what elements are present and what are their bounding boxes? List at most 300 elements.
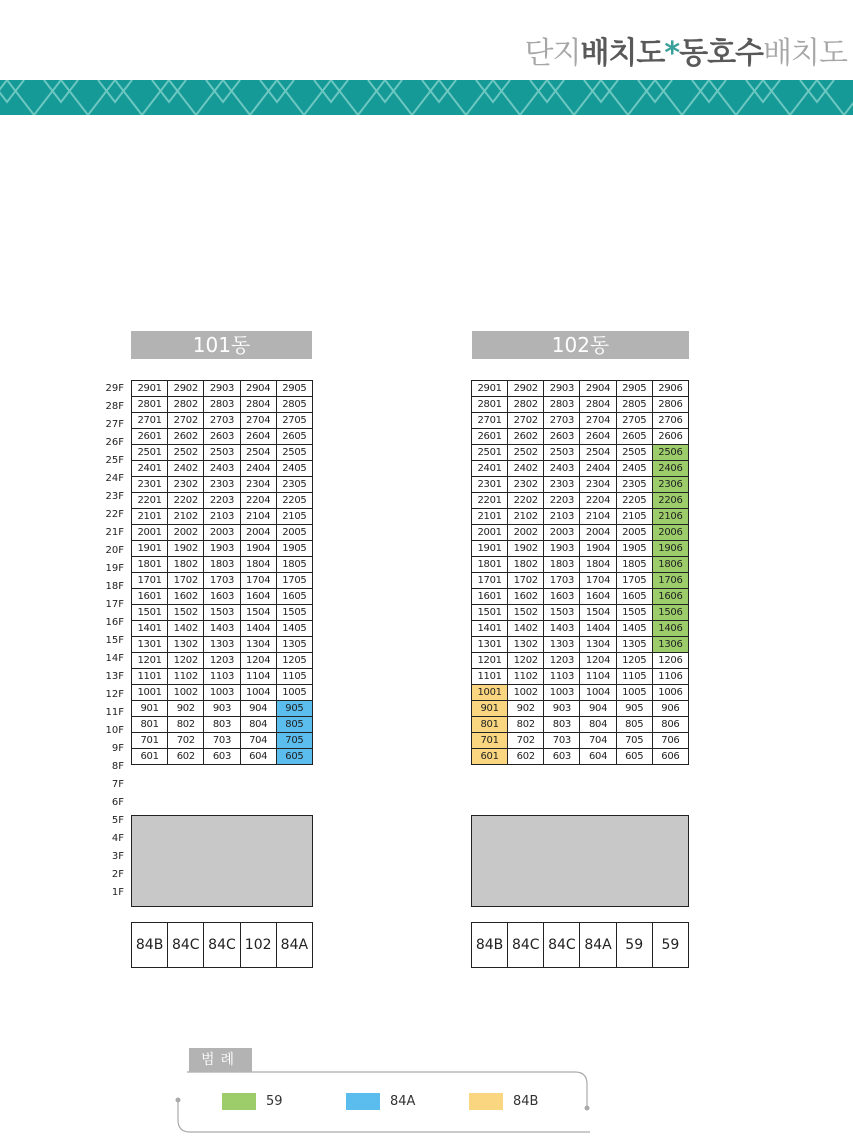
unit-cell: 805 bbox=[276, 717, 312, 733]
unit-cell: 801 bbox=[132, 717, 168, 733]
unit-cell: 804 bbox=[240, 717, 276, 733]
floor-row bbox=[472, 589, 689, 605]
unit-cell: 2001 bbox=[132, 525, 168, 541]
unit-cell: 2103 bbox=[204, 509, 240, 525]
legend-item-84a bbox=[346, 1092, 415, 1110]
unit-cell: 1701 bbox=[132, 573, 168, 589]
unit-cell: 1703 bbox=[544, 573, 580, 589]
unit-cell: 2704 bbox=[240, 413, 276, 429]
unit-cell: 2803 bbox=[204, 397, 240, 413]
unit-cell: 905 bbox=[616, 701, 652, 717]
unit-cell: 1802 bbox=[168, 557, 204, 573]
unit-cell: 2103 bbox=[544, 509, 580, 525]
floor-label: 6F bbox=[111, 797, 124, 808]
unit-cell: 2004 bbox=[240, 525, 276, 541]
unit-cell: 1503 bbox=[204, 605, 240, 621]
unit-type-cell: 84A bbox=[276, 923, 312, 968]
unit-type-cell: 59 bbox=[652, 923, 688, 968]
floor-label: 20F bbox=[105, 545, 124, 556]
floor-row bbox=[132, 685, 313, 701]
unit-cell: 802 bbox=[508, 717, 544, 733]
floor-label: 13F bbox=[105, 671, 124, 682]
floor-row bbox=[132, 493, 313, 509]
unit-cell: 1404 bbox=[580, 621, 616, 637]
unit-cell: 701 bbox=[132, 733, 168, 749]
unit-cell: 2902 bbox=[168, 381, 204, 397]
unit-cell: 1401 bbox=[132, 621, 168, 637]
unit-cell: 2405 bbox=[276, 461, 312, 477]
unit-cell: 1904 bbox=[240, 541, 276, 557]
unit-cell: 2904 bbox=[240, 381, 276, 397]
unit-cell: 2204 bbox=[580, 493, 616, 509]
unit-cell: 1004 bbox=[580, 685, 616, 701]
floor-row bbox=[132, 669, 313, 685]
unit-cell: 1205 bbox=[276, 653, 312, 669]
unit-cell: 2801 bbox=[132, 397, 168, 413]
unit-cell: 2905 bbox=[276, 381, 312, 397]
unit-cell: 1705 bbox=[616, 573, 652, 589]
floor-row bbox=[132, 445, 313, 461]
unit-cell: 2903 bbox=[204, 381, 240, 397]
floor-label: 11F bbox=[105, 707, 124, 718]
unit-cell: 1106 bbox=[652, 669, 688, 685]
floor-row bbox=[132, 509, 313, 525]
unit-cell: 2105 bbox=[616, 509, 652, 525]
unit-cell: 1505 bbox=[276, 605, 312, 621]
unit-cell: 903 bbox=[204, 701, 240, 717]
unit-cell: 2505 bbox=[276, 445, 312, 461]
unit-cell: 2403 bbox=[204, 461, 240, 477]
floor-label: 22F bbox=[105, 509, 124, 520]
unit-cell: 2202 bbox=[168, 493, 204, 509]
unit-cell: 1804 bbox=[580, 557, 616, 573]
unit-cell: 2004 bbox=[580, 525, 616, 541]
unit-cell: 2701 bbox=[472, 413, 508, 429]
floor-row bbox=[472, 445, 689, 461]
unit-cell: 1405 bbox=[616, 621, 652, 637]
unit-cell: 2002 bbox=[168, 525, 204, 541]
unit-cell: 2203 bbox=[204, 493, 240, 509]
unit-cell: 1301 bbox=[472, 637, 508, 653]
unit-cell: 1003 bbox=[204, 685, 240, 701]
unit-cell: 1506 bbox=[652, 605, 688, 621]
unit-cell: 901 bbox=[132, 701, 168, 717]
legend-swatch-84b bbox=[469, 1093, 503, 1110]
unit-cell: 2102 bbox=[168, 509, 204, 525]
unit-cell: 1004 bbox=[240, 685, 276, 701]
floor-label: 15F bbox=[105, 635, 124, 646]
unit-type-cell: 102 bbox=[240, 923, 276, 968]
title-part-complex: 단지 bbox=[524, 36, 581, 71]
unit-cell: 604 bbox=[240, 749, 276, 765]
unit-cell: 2305 bbox=[276, 477, 312, 493]
unit-cell: 2602 bbox=[168, 429, 204, 445]
floor-row bbox=[132, 397, 313, 413]
floor-row bbox=[472, 509, 689, 525]
unit-cell: 1905 bbox=[616, 541, 652, 557]
unit-cell: 901 bbox=[472, 701, 508, 717]
legend-title: 범례 bbox=[189, 1048, 252, 1072]
unit-cell: 2801 bbox=[472, 397, 508, 413]
unit-cell: 2903 bbox=[544, 381, 580, 397]
unit-cell: 703 bbox=[544, 733, 580, 749]
unit-cell: 1406 bbox=[652, 621, 688, 637]
unit-cell: 2504 bbox=[580, 445, 616, 461]
unit-cell: 1303 bbox=[544, 637, 580, 653]
unit-cell: 1503 bbox=[544, 605, 580, 621]
unit-cell: 1105 bbox=[616, 669, 652, 685]
unit-cell: 703 bbox=[204, 733, 240, 749]
unit-cell: 2301 bbox=[132, 477, 168, 493]
legend-item-84b bbox=[469, 1092, 538, 1110]
unit-type-cell: 84C bbox=[508, 923, 544, 968]
unit-cell: 1401 bbox=[472, 621, 508, 637]
unit-cell: 1602 bbox=[508, 589, 544, 605]
building-101-unit-types bbox=[131, 922, 313, 968]
unit-cell: 1002 bbox=[168, 685, 204, 701]
unit-cell: 2702 bbox=[508, 413, 544, 429]
unit-cell: 705 bbox=[616, 733, 652, 749]
unit-cell: 2106 bbox=[652, 509, 688, 525]
unit-cell: 606 bbox=[652, 749, 688, 765]
unit-cell: 2406 bbox=[652, 461, 688, 477]
unit-cell: 1801 bbox=[132, 557, 168, 573]
floor-row bbox=[132, 637, 313, 653]
building-102-unit-types bbox=[471, 922, 689, 968]
unit-cell: 1701 bbox=[472, 573, 508, 589]
unit-cell: 1605 bbox=[616, 589, 652, 605]
unit-cell: 2802 bbox=[508, 397, 544, 413]
unit-cell: 2606 bbox=[652, 429, 688, 445]
unit-cell: 1903 bbox=[544, 541, 580, 557]
unit-cell: 2304 bbox=[580, 477, 616, 493]
unit-cell: 1304 bbox=[240, 637, 276, 653]
floor-row bbox=[132, 477, 313, 493]
unit-cell: 2804 bbox=[580, 397, 616, 413]
unit-cell: 2104 bbox=[240, 509, 276, 525]
unit-cell: 1405 bbox=[276, 621, 312, 637]
unit-cell: 1302 bbox=[508, 637, 544, 653]
unit-cell: 2303 bbox=[544, 477, 580, 493]
unit-cell: 2003 bbox=[204, 525, 240, 541]
floor-row bbox=[132, 701, 313, 717]
floor-label: 18F bbox=[105, 581, 124, 592]
floor-row bbox=[472, 397, 689, 413]
unit-cell: 2605 bbox=[616, 429, 652, 445]
unit-cell: 2001 bbox=[472, 525, 508, 541]
unit-cell: 2401 bbox=[132, 461, 168, 477]
unit-cell: 1806 bbox=[652, 557, 688, 573]
floor-label: 29F bbox=[105, 383, 124, 394]
floor-row bbox=[132, 749, 313, 765]
floor-label: 27F bbox=[105, 419, 124, 430]
unit-cell: 605 bbox=[276, 749, 312, 765]
building-101-podium bbox=[131, 815, 313, 907]
unit-cell: 2502 bbox=[508, 445, 544, 461]
unit-cell: 2802 bbox=[168, 397, 204, 413]
legend-label-84a: 84A bbox=[390, 1093, 416, 1109]
unit-cell: 2306 bbox=[652, 477, 688, 493]
unit-cell: 2206 bbox=[652, 493, 688, 509]
floor-row bbox=[472, 381, 689, 397]
unit-cell: 2702 bbox=[168, 413, 204, 429]
unit-cell: 1002 bbox=[508, 685, 544, 701]
unit-cell: 1105 bbox=[276, 669, 312, 685]
unit-type-cell: 84B bbox=[132, 923, 168, 968]
floor-row bbox=[132, 733, 313, 749]
unit-cell: 2402 bbox=[508, 461, 544, 477]
building-101-unit-grid bbox=[131, 380, 313, 765]
unit-cell: 1005 bbox=[276, 685, 312, 701]
unit-cell: 803 bbox=[544, 717, 580, 733]
unit-cell: 903 bbox=[544, 701, 580, 717]
unit-cell: 1602 bbox=[168, 589, 204, 605]
unit-cell: 1201 bbox=[472, 653, 508, 669]
unit-cell: 2305 bbox=[616, 477, 652, 493]
floor-label: 14F bbox=[105, 653, 124, 664]
unit-cell: 1704 bbox=[240, 573, 276, 589]
floor-row bbox=[472, 573, 689, 589]
unit-cell: 702 bbox=[168, 733, 204, 749]
unit-cell: 2601 bbox=[132, 429, 168, 445]
unit-cell: 1702 bbox=[508, 573, 544, 589]
floor-label: 7F bbox=[111, 779, 124, 790]
unit-cell: 1904 bbox=[580, 541, 616, 557]
unit-cell: 1104 bbox=[580, 669, 616, 685]
unit-cell: 2706 bbox=[652, 413, 688, 429]
unit-cell: 601 bbox=[472, 749, 508, 765]
unit-cell: 2402 bbox=[168, 461, 204, 477]
unit-cell: 1606 bbox=[652, 589, 688, 605]
unit-cell: 1203 bbox=[204, 653, 240, 669]
floor-row bbox=[472, 493, 689, 509]
unit-cell: 1601 bbox=[132, 589, 168, 605]
floor-row bbox=[132, 621, 313, 637]
legend-swatch-84a bbox=[346, 1093, 380, 1110]
unit-cell: 2906 bbox=[652, 381, 688, 397]
floor-label: 23F bbox=[105, 491, 124, 502]
unit-cell: 906 bbox=[652, 701, 688, 717]
unit-cell: 2805 bbox=[616, 397, 652, 413]
asterisk-icon: * bbox=[664, 36, 680, 71]
unit-cell: 904 bbox=[240, 701, 276, 717]
unit-cell: 1402 bbox=[168, 621, 204, 637]
floor-row bbox=[472, 685, 689, 701]
unit-cell: 704 bbox=[240, 733, 276, 749]
legend-swatch-59 bbox=[222, 1093, 256, 1110]
unit-cell: 2705 bbox=[616, 413, 652, 429]
unit-cell: 1003 bbox=[544, 685, 580, 701]
building-102-title: 102동 bbox=[472, 331, 689, 359]
floor-row bbox=[472, 525, 689, 541]
unit-cell: 1706 bbox=[652, 573, 688, 589]
unit-cell: 2105 bbox=[276, 509, 312, 525]
unit-cell: 1303 bbox=[204, 637, 240, 653]
unit-cell: 1604 bbox=[240, 589, 276, 605]
floor-row bbox=[472, 557, 689, 573]
unit-cell: 1102 bbox=[508, 669, 544, 685]
unit-cell: 2301 bbox=[472, 477, 508, 493]
unit-cell: 2204 bbox=[240, 493, 276, 509]
unit-cell: 1101 bbox=[472, 669, 508, 685]
floor-label: 10F bbox=[105, 725, 124, 736]
unit-cell: 1604 bbox=[580, 589, 616, 605]
unit-cell: 1404 bbox=[240, 621, 276, 637]
unit-cell: 2404 bbox=[240, 461, 276, 477]
unit-cell: 2405 bbox=[616, 461, 652, 477]
unit-cell: 1903 bbox=[204, 541, 240, 557]
building-101-floor-labels bbox=[100, 380, 124, 902]
unit-cell: 1501 bbox=[472, 605, 508, 621]
unit-cell: 902 bbox=[168, 701, 204, 717]
unit-cell: 1202 bbox=[168, 653, 204, 669]
building-102-unit-grid bbox=[471, 380, 689, 765]
floor-row bbox=[132, 429, 313, 445]
floor-row bbox=[472, 701, 689, 717]
unit-cell: 1101 bbox=[132, 669, 168, 685]
unit-cell: 1302 bbox=[168, 637, 204, 653]
unit-cell: 1005 bbox=[616, 685, 652, 701]
floor-label: 12F bbox=[105, 689, 124, 700]
unit-cell: 2403 bbox=[544, 461, 580, 477]
unit-cell: 704 bbox=[580, 733, 616, 749]
floor-label: 4F bbox=[111, 833, 124, 844]
unit-cell: 1403 bbox=[204, 621, 240, 637]
unit-cell: 1505 bbox=[616, 605, 652, 621]
floor-row bbox=[472, 637, 689, 653]
unit-type-cell: 84A bbox=[580, 923, 616, 968]
floor-label: 5F bbox=[111, 815, 124, 826]
unit-cell: 1103 bbox=[544, 669, 580, 685]
unit-cell: 905 bbox=[276, 701, 312, 717]
unit-cell: 1804 bbox=[240, 557, 276, 573]
floor-label: 24F bbox=[105, 473, 124, 484]
floor-label: 21F bbox=[105, 527, 124, 538]
unit-cell: 902 bbox=[508, 701, 544, 717]
unit-cell: 1204 bbox=[240, 653, 276, 669]
unit-cell: 2905 bbox=[616, 381, 652, 397]
unit-cell: 605 bbox=[616, 749, 652, 765]
unit-cell: 1103 bbox=[204, 669, 240, 685]
unit-cell: 1703 bbox=[204, 573, 240, 589]
unit-cell: 1205 bbox=[616, 653, 652, 669]
floor-row bbox=[132, 557, 313, 573]
unit-cell: 2501 bbox=[132, 445, 168, 461]
floor-label: 1F bbox=[111, 887, 124, 898]
unit-cell: 2002 bbox=[508, 525, 544, 541]
page-title bbox=[524, 28, 847, 72]
unit-cell: 2302 bbox=[508, 477, 544, 493]
unit-cell: 1504 bbox=[580, 605, 616, 621]
title-part-layout-2: 배치도 bbox=[763, 36, 847, 71]
unit-cell: 1202 bbox=[508, 653, 544, 669]
floor-row bbox=[472, 461, 689, 477]
floor-row bbox=[472, 413, 689, 429]
floor-row bbox=[472, 749, 689, 765]
unit-cell: 2302 bbox=[168, 477, 204, 493]
floor-row bbox=[472, 541, 689, 557]
unit-cell: 601 bbox=[132, 749, 168, 765]
floor-label: 2F bbox=[111, 869, 124, 880]
floor-label: 16F bbox=[105, 617, 124, 628]
unit-cell: 2703 bbox=[544, 413, 580, 429]
unit-cell: 2705 bbox=[276, 413, 312, 429]
unit-cell: 2203 bbox=[544, 493, 580, 509]
unit-cell: 2901 bbox=[132, 381, 168, 397]
legend-item-59 bbox=[222, 1092, 283, 1110]
unit-cell: 1403 bbox=[544, 621, 580, 637]
unit-cell: 2101 bbox=[132, 509, 168, 525]
unit-cell: 2104 bbox=[580, 509, 616, 525]
unit-cell: 2704 bbox=[580, 413, 616, 429]
floor-label: 9F bbox=[111, 743, 124, 754]
floor-row bbox=[472, 733, 689, 749]
unit-cell: 1905 bbox=[276, 541, 312, 557]
unit-cell: 705 bbox=[276, 733, 312, 749]
unit-cell: 1203 bbox=[544, 653, 580, 669]
floor-row bbox=[132, 573, 313, 589]
legend-label-59: 59 bbox=[266, 1093, 283, 1109]
floor-row bbox=[472, 605, 689, 621]
floor-label: 8F bbox=[111, 761, 124, 772]
unit-cell: 2205 bbox=[276, 493, 312, 509]
floor-row bbox=[472, 477, 689, 493]
floor-row bbox=[132, 605, 313, 621]
unit-cell: 1102 bbox=[168, 669, 204, 685]
floor-label: 26F bbox=[105, 437, 124, 448]
unit-cell: 604 bbox=[580, 749, 616, 765]
unit-cell: 2201 bbox=[472, 493, 508, 509]
floor-row bbox=[132, 461, 313, 477]
unit-cell: 802 bbox=[168, 717, 204, 733]
unit-cell: 1201 bbox=[132, 653, 168, 669]
unit-type-cell: 59 bbox=[616, 923, 652, 968]
unit-cell: 1805 bbox=[276, 557, 312, 573]
unit-cell: 2205 bbox=[616, 493, 652, 509]
unit-cell: 2006 bbox=[652, 525, 688, 541]
unit-cell: 1803 bbox=[544, 557, 580, 573]
unit-cell: 1702 bbox=[168, 573, 204, 589]
floor-row bbox=[132, 525, 313, 541]
unit-cell: 1802 bbox=[508, 557, 544, 573]
unit-cell: 1504 bbox=[240, 605, 276, 621]
unit-cell: 2602 bbox=[508, 429, 544, 445]
unit-cell: 1301 bbox=[132, 637, 168, 653]
unit-cell: 2604 bbox=[580, 429, 616, 445]
unit-cell: 803 bbox=[204, 717, 240, 733]
floor-row bbox=[132, 653, 313, 669]
unit-cell: 2005 bbox=[616, 525, 652, 541]
unit-cell: 1902 bbox=[508, 541, 544, 557]
unit-cell: 2806 bbox=[652, 397, 688, 413]
unit-cell: 702 bbox=[508, 733, 544, 749]
unit-cell: 1104 bbox=[240, 669, 276, 685]
unit-cell: 801 bbox=[472, 717, 508, 733]
unit-cell: 2902 bbox=[508, 381, 544, 397]
floor-row bbox=[132, 717, 313, 733]
unit-cell: 2304 bbox=[240, 477, 276, 493]
unit-cell: 1603 bbox=[544, 589, 580, 605]
floor-label: 28F bbox=[105, 401, 124, 412]
unit-cell: 1206 bbox=[652, 653, 688, 669]
unit-cell: 2404 bbox=[580, 461, 616, 477]
unit-cell: 2005 bbox=[276, 525, 312, 541]
unit-type-cell: 84C bbox=[204, 923, 240, 968]
floor-label: 17F bbox=[105, 599, 124, 610]
title-part-layout: 배치도 bbox=[580, 36, 665, 71]
unit-cell: 1803 bbox=[204, 557, 240, 573]
unit-cell: 2804 bbox=[240, 397, 276, 413]
